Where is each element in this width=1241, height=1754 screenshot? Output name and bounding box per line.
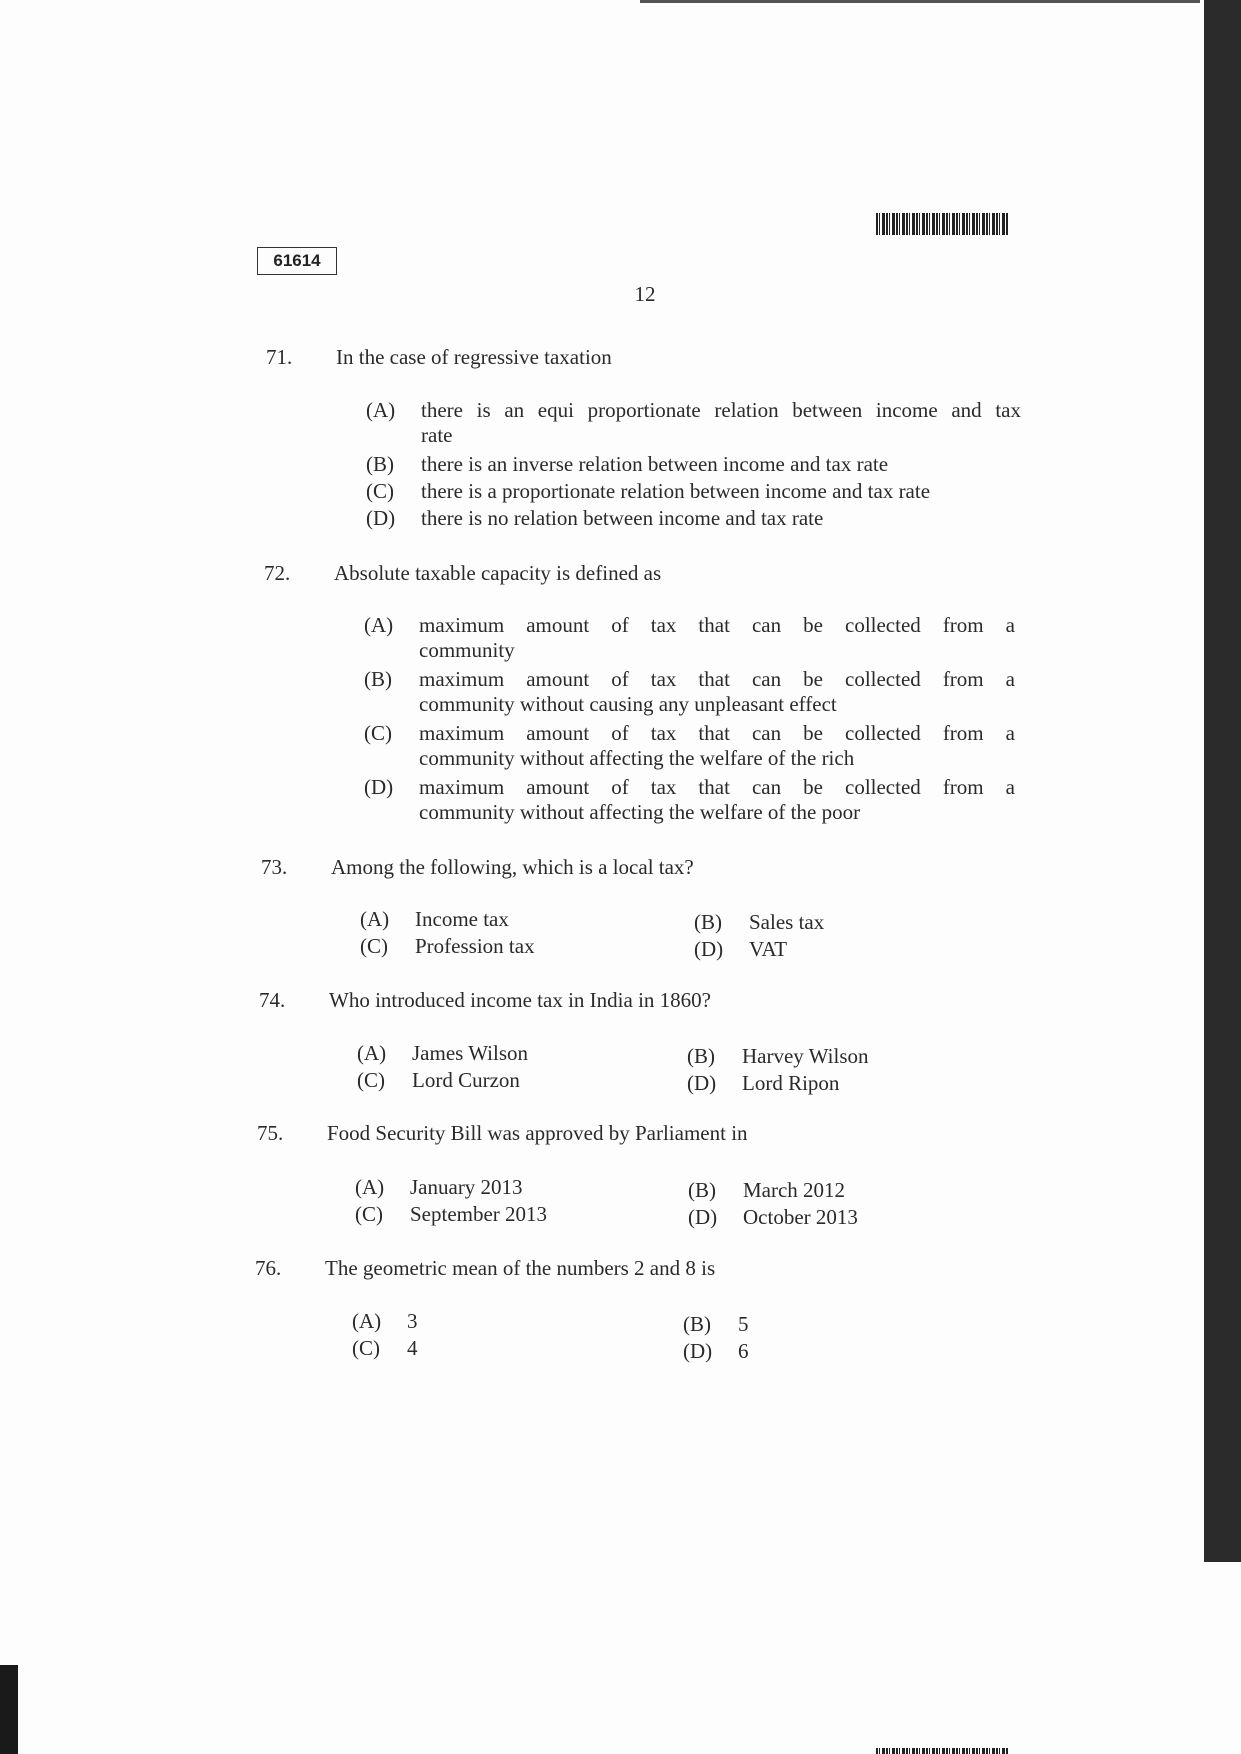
option-label: (A) (366, 398, 396, 422)
scan-edge-shadow (1204, 0, 1241, 1562)
option-label: (C) (366, 479, 394, 503)
option-text-line1: maximum amount of tax that can be collected from a (419, 775, 1015, 799)
question-number: 74. (259, 988, 286, 1012)
option-text: Income tax (415, 907, 509, 931)
option-label: (C) (355, 1202, 383, 1226)
option-label: (A) (357, 1041, 387, 1065)
option-text: James Wilson (412, 1041, 529, 1065)
option-text: Sales tax (749, 910, 825, 934)
question-number: 76. (255, 1256, 282, 1280)
scan-edge-line (640, 0, 1200, 3)
paper-code: 61614 (257, 247, 337, 275)
option-label: (B) (687, 1044, 715, 1068)
option-label: (A) (364, 613, 394, 637)
question-number: 75. (257, 1121, 284, 1145)
option-label: (B) (688, 1178, 716, 1202)
option-text: Harvey Wilson (742, 1044, 869, 1068)
scan-edge-shadow-bottom (0, 1665, 18, 1754)
question-text: The geometric mean of the numbers 2 and 8 is (325, 1256, 716, 1280)
option-label: (A) (355, 1175, 385, 1199)
option-text-line2: community without affecting the welfare of the rich (419, 746, 855, 770)
question-number: 72. (264, 561, 291, 585)
question-text: Food Security Bill was approved by Parliament in (327, 1121, 748, 1145)
option-label: (D) (687, 1071, 717, 1095)
option-label: (D) (683, 1339, 713, 1363)
option-text-line1: maximum amount of tax that can be collected from a (419, 721, 1015, 745)
option-text: Lord Curzon (412, 1068, 520, 1092)
option-label: (D) (366, 506, 396, 530)
option-label: (B) (683, 1312, 711, 1336)
option-text-line2: rate (421, 423, 453, 447)
option-label: (C) (352, 1336, 380, 1360)
option-text: 4 (407, 1336, 418, 1360)
option-text-line2: community without causing any unpleasant effect (419, 692, 837, 716)
question-text: Who introduced income tax in India in 1860? (329, 988, 711, 1012)
option-text: Profession tax (415, 934, 535, 958)
option-text: Lord Ripon (742, 1071, 840, 1095)
option-text-line1: maximum amount of tax that can be collected from a (419, 667, 1015, 691)
option-text: there is an inverse relation between income and tax rate (421, 452, 889, 476)
option-label: (C) (364, 721, 392, 745)
barcode-icon (876, 213, 1008, 235)
option-text-line2: community (419, 638, 515, 662)
option-label: (A) (352, 1309, 382, 1333)
option-text-line2: community without affecting the welfare of the poor (419, 800, 861, 824)
page-number: 12 (634, 282, 656, 306)
option-text: there is a proportionate relation between income and tax rate (421, 479, 931, 503)
option-text: 5 (738, 1312, 749, 1336)
option-label: (C) (357, 1068, 385, 1092)
option-text: January 2013 (410, 1175, 523, 1199)
option-label: (D) (364, 775, 394, 799)
option-text: 3 (407, 1309, 418, 1333)
option-label: (B) (694, 910, 722, 934)
option-text: October 2013 (743, 1205, 858, 1229)
option-text: there is no relation between income and tax rate (421, 506, 824, 530)
option-label: (B) (366, 452, 394, 476)
question-text: In the case of regressive taxation (336, 345, 612, 369)
question-text: Among the following, which is a local tax? (331, 855, 694, 879)
option-text: September 2013 (410, 1202, 548, 1226)
option-label: (A) (360, 907, 390, 931)
option-text: VAT (749, 937, 788, 961)
question-number: 73. (261, 855, 288, 879)
option-text-line1: there is an equi proportionate relation between income and tax (421, 398, 1021, 422)
option-text: 6 (738, 1339, 749, 1363)
option-label: (D) (694, 937, 724, 961)
option-label: (D) (688, 1205, 718, 1229)
option-text: March 2012 (743, 1178, 846, 1202)
question-number: 71. (266, 345, 293, 369)
option-label: (B) (364, 667, 392, 691)
question-text: Absolute taxable capacity is defined as (334, 561, 662, 585)
option-label: (C) (360, 934, 388, 958)
option-text-line1: maximum amount of tax that can be collected from a (419, 613, 1015, 637)
barcode-bottom-icon (876, 1748, 1008, 1754)
